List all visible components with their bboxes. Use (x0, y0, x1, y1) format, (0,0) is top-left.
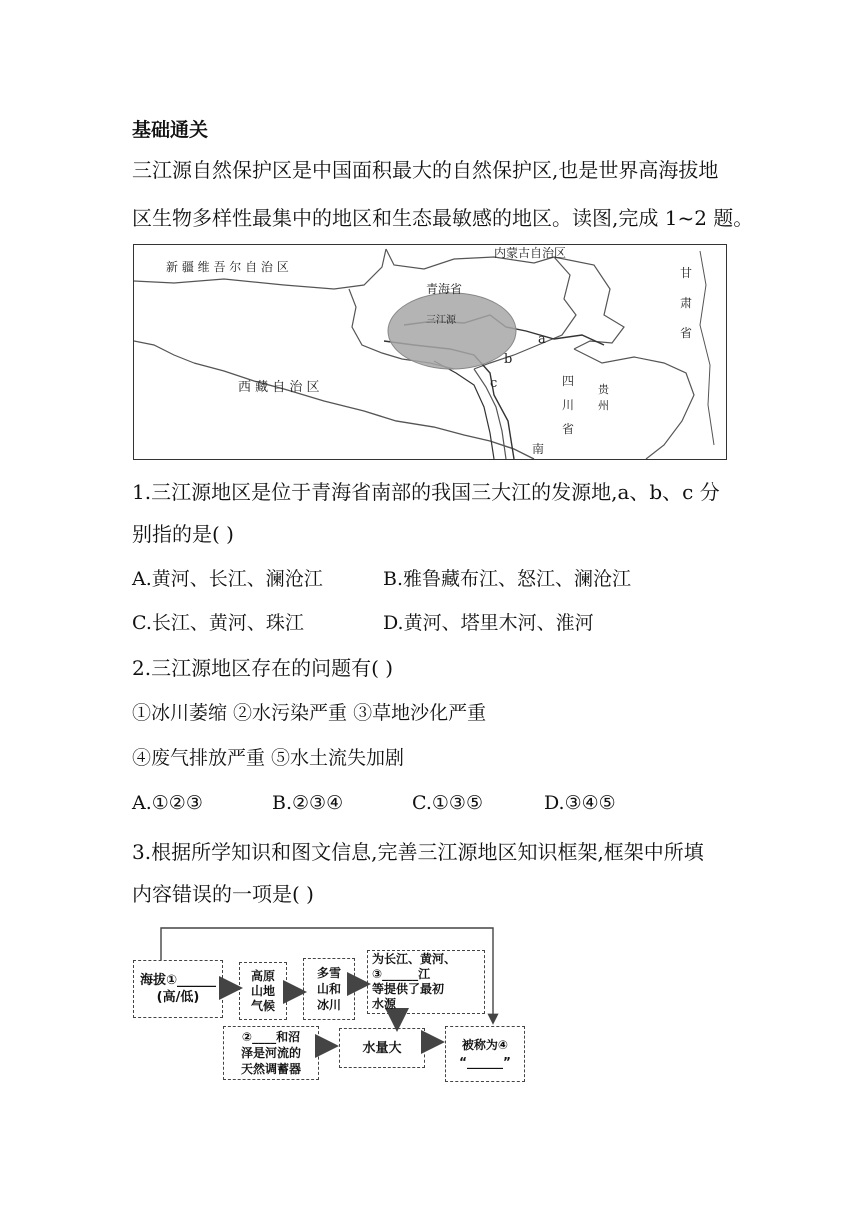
framework-box-water-source: 为长江、黄河、 ③______江 等提供了最初 水源 (367, 950, 485, 1014)
q1-stem-line-1: 1.三江源地区是位于青海省南部的我国三大江的发源地,a、b、c 分 (132, 480, 720, 504)
sanjiangyuan-map (133, 244, 727, 460)
xinjiang-label: 新 疆 维 吾 尔 自 治 区 (166, 260, 289, 274)
framework-box-water-volume: 水量大 (339, 1028, 425, 1068)
intro-line-1: 三江源自然保护区是中国面积最大的自然保护区,也是世界高海拔地 (132, 158, 719, 182)
sichuan-char: 省 (562, 422, 575, 436)
framework-box-plateau-climate: 高原 山地 气候 (239, 962, 287, 1020)
q2-option-a[interactable]: A.①②③ (132, 792, 203, 814)
tibet-southwest-boundary (134, 341, 194, 363)
river-a-label: a (538, 332, 546, 347)
q2-stem: 2.三江源地区存在的问题有( ) (132, 656, 394, 680)
gansu-char: 甘 (680, 266, 693, 280)
sichuan-boundary (574, 349, 694, 459)
q3-stem-line-1: 3.根据所学知识和图文信息,完善三江源地区知识框架,框架中所填 (132, 840, 704, 864)
q2-option-d[interactable]: D.③④⑤ (544, 792, 616, 814)
q1-option-a[interactable]: A.黄河、长江、澜沧江 (132, 568, 323, 590)
yunnan-label: 南 (532, 442, 545, 456)
gansu-char: 肃 (680, 296, 693, 310)
sichuan-char: 川 (562, 398, 575, 412)
sanjiangyuan-label: 三江源 (426, 315, 456, 326)
q1-stem-line-2: 别指的是( ) (132, 522, 234, 546)
q3-stem-line-2: 内容错误的一项是( ) (132, 882, 314, 906)
guizhou-char: 贵 (598, 383, 609, 396)
framework-box-snow-glaciers: 多雪 山和 冰川 (303, 958, 355, 1020)
framework-box-called: 被称为④ “______” (445, 1026, 525, 1082)
neimenggu-label: 内蒙古自治区 (494, 246, 567, 260)
gansu-char: 省 (680, 326, 693, 340)
q2-items-line-2: ④废气排放严重 ⑤水土流失加剧 (132, 747, 405, 769)
river-b-label: b (504, 352, 513, 367)
guizhou-label (598, 382, 610, 412)
q2-items-line-1: ①冰川萎缩 ②水污染严重 ③草地沙化严重 (132, 702, 487, 724)
guizhou-char: 州 (598, 399, 609, 412)
map-drawing (134, 245, 727, 460)
border-line-east (700, 251, 714, 445)
q1-option-b[interactable]: B.雅鲁藏布江、怒江、澜沧江 (383, 568, 632, 590)
framework-box-altitude: 海拔①______ (高/低) (133, 960, 223, 1018)
sichuan-label (562, 374, 574, 436)
section-title: 基础通关 (132, 119, 209, 141)
q1-option-c[interactable]: C.长江、黄河、珠江 (132, 612, 304, 634)
tibet-label: 西 藏 自 治 区 (238, 380, 320, 395)
sichuan-char: 四 (562, 374, 575, 388)
sanjiangyuan-region (388, 293, 516, 369)
knowledge-framework-diagram (125, 922, 535, 1090)
gansu-boundary (554, 257, 624, 349)
river-c (434, 361, 494, 459)
q1-option-d[interactable]: D.黄河、塔里木河、淮河 (383, 612, 594, 634)
river-c-label: c (490, 376, 498, 391)
tibet-south-boundary (194, 363, 534, 459)
q2-option-c[interactable]: C.①③⑤ (412, 792, 483, 814)
q2-option-b[interactable]: B.②③④ (272, 792, 344, 814)
qinghai-label: 青海省 (426, 282, 463, 296)
gansu-label (680, 265, 692, 340)
framework-box-lakes-marshes: ②____和沼 泽是河流的 天然调蓄器 (223, 1026, 319, 1080)
intro-line-2: 区生物多样性最集中的地区和生态最敏感的地区。读图,完成 1~2 题。 (132, 206, 754, 230)
